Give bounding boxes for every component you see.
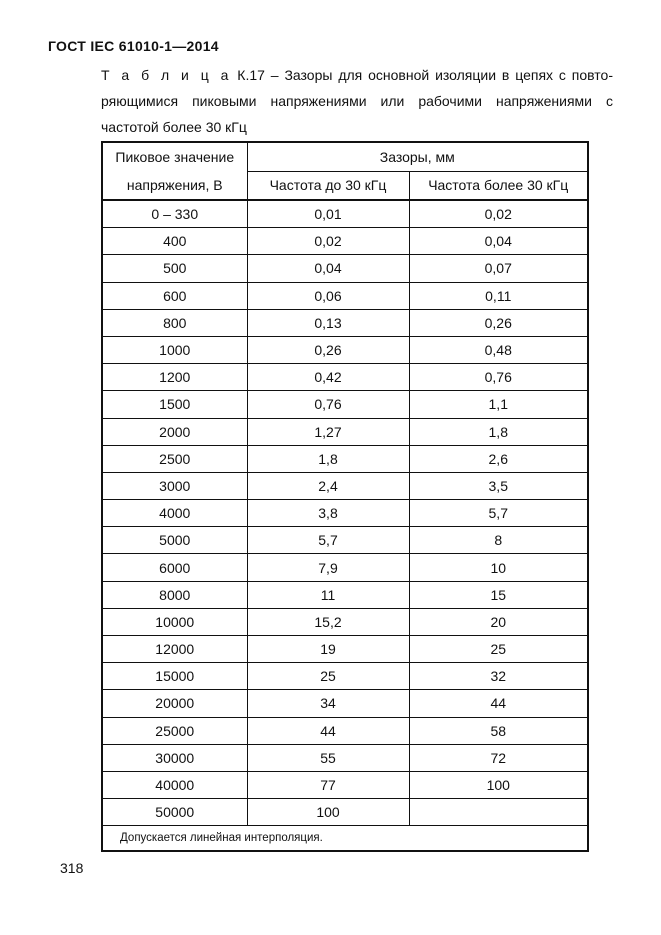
cell-clearance-above-30khz: 1,8 [409,418,588,445]
header-clearances: Зазоры, мм [247,142,588,171]
clearance-table [101,141,589,852]
table-row [102,690,588,717]
cell-peak-voltage: 800 [102,309,247,336]
table-row [102,255,588,282]
cell-peak-voltage: 15000 [102,663,247,690]
cell-clearance-up-to-30khz: 15,2 [247,608,409,635]
cell-clearance-up-to-30khz: 2,4 [247,472,409,499]
table-row [102,418,588,445]
cell-clearance-above-30khz: 0,76 [409,364,588,391]
cell-clearance-up-to-30khz: 0,26 [247,336,409,363]
cell-peak-voltage: 3000 [102,472,247,499]
cell-peak-voltage: 8000 [102,581,247,608]
caption-line-1-text: К.17 – Зазоры для основной изоляции в цепях с повто- [231,67,613,83]
table-row [102,282,588,309]
header-peak-voltage [102,142,247,200]
cell-clearance-above-30khz: 0,48 [409,336,588,363]
cell-clearance-above-30khz: 2,6 [409,445,588,472]
cell-clearance-above-30khz: 44 [409,690,588,717]
table-row [102,554,588,581]
header-peak-voltage-line-2: напряжения, В [126,177,223,193]
cell-clearance-above-30khz: 0,02 [409,200,588,228]
table-row [102,581,588,608]
cell-clearance-above-30khz: 0,04 [409,228,588,255]
cell-clearance-up-to-30khz: 0,02 [247,228,409,255]
cell-peak-voltage: 400 [102,228,247,255]
document-header: ГОСТ IEC 61010-1—2014 [48,38,219,54]
cell-peak-voltage: 10000 [102,608,247,635]
cell-clearance-up-to-30khz: 11 [247,581,409,608]
cell-clearance-up-to-30khz: 19 [247,636,409,663]
cell-peak-voltage: 5000 [102,527,247,554]
table-row [102,744,588,771]
cell-clearance-above-30khz: 1,1 [409,391,588,418]
table-row [102,771,588,798]
table-row [102,391,588,418]
cell-clearance-up-to-30khz: 44 [247,717,409,744]
cell-clearance-above-30khz: 0,26 [409,309,588,336]
caption-prefix: Т а б л и ц а [101,67,232,83]
table-row [102,200,588,228]
table-caption [101,62,613,140]
table-row [102,472,588,499]
table-row [102,364,588,391]
cell-peak-voltage: 600 [102,282,247,309]
table-row [102,608,588,635]
cell-clearance-up-to-30khz: 3,8 [247,500,409,527]
cell-clearance-up-to-30khz: 0,06 [247,282,409,309]
table-row [102,336,588,363]
cell-clearance-up-to-30khz: 100 [247,799,409,826]
table-note: Допускается линейная интерполяция. [102,826,588,852]
table-row [102,799,588,826]
cell-clearance-above-30khz: 20 [409,608,588,635]
cell-clearance-up-to-30khz: 7,9 [247,554,409,581]
cell-clearance-above-30khz: 5,7 [409,500,588,527]
table-row [102,636,588,663]
cell-peak-voltage: 2000 [102,418,247,445]
cell-peak-voltage: 500 [102,255,247,282]
cell-clearance-above-30khz: 72 [409,744,588,771]
cell-peak-voltage: 0 – 330 [102,200,247,228]
cell-peak-voltage: 12000 [102,636,247,663]
cell-clearance-up-to-30khz: 0,42 [247,364,409,391]
table-row [102,500,588,527]
caption-line-3: частотой более 30 кГц [101,119,247,135]
cell-clearance-up-to-30khz: 1,27 [247,418,409,445]
cell-clearance-above-30khz: 32 [409,663,588,690]
cell-clearance-above-30khz: 3,5 [409,472,588,499]
cell-peak-voltage: 40000 [102,771,247,798]
table-row [102,717,588,744]
cell-clearance-above-30khz: 15 [409,581,588,608]
cell-clearance-up-to-30khz: 34 [247,690,409,717]
cell-peak-voltage: 25000 [102,717,247,744]
cell-clearance-up-to-30khz: 5,7 [247,527,409,554]
cell-peak-voltage: 50000 [102,799,247,826]
cell-clearance-up-to-30khz: 0,13 [247,309,409,336]
cell-clearance-above-30khz: 8 [409,527,588,554]
cell-clearance-above-30khz: 58 [409,717,588,744]
cell-peak-voltage: 30000 [102,744,247,771]
table-row [102,527,588,554]
cell-clearance-above-30khz: 0,11 [409,282,588,309]
caption-line-2: ряющимися пиковыми напряжениями или рабочими напряжениями с [101,93,613,109]
table-body [102,200,588,826]
cell-clearance-above-30khz [409,799,588,826]
cell-peak-voltage: 20000 [102,690,247,717]
cell-peak-voltage: 6000 [102,554,247,581]
cell-clearance-up-to-30khz: 1,8 [247,445,409,472]
cell-clearance-above-30khz: 25 [409,636,588,663]
header-peak-voltage-line-1: Пиковое значение [115,149,235,165]
table-row [102,309,588,336]
table-row [102,445,588,472]
header-freq-up-to-30khz: Частота до 30 кГц [247,171,409,200]
table-row [102,663,588,690]
cell-peak-voltage: 2500 [102,445,247,472]
cell-clearance-up-to-30khz: 0,04 [247,255,409,282]
table-row [102,228,588,255]
page-number: 318 [60,860,84,876]
cell-clearance-up-to-30khz: 0,76 [247,391,409,418]
cell-peak-voltage: 1500 [102,391,247,418]
cell-clearance-above-30khz: 100 [409,771,588,798]
cell-clearance-up-to-30khz: 0,01 [247,200,409,228]
caption-line-1 [101,62,613,88]
cell-clearance-up-to-30khz: 77 [247,771,409,798]
table-note-row [102,826,588,852]
cell-clearance-above-30khz: 10 [409,554,588,581]
cell-peak-voltage: 1000 [102,336,247,363]
cell-clearance-up-to-30khz: 55 [247,744,409,771]
cell-peak-voltage: 4000 [102,500,247,527]
cell-peak-voltage: 1200 [102,364,247,391]
cell-clearance-above-30khz: 0,07 [409,255,588,282]
header-freq-above-30khz: Частота более 30 кГц [409,171,588,200]
cell-clearance-up-to-30khz: 25 [247,663,409,690]
